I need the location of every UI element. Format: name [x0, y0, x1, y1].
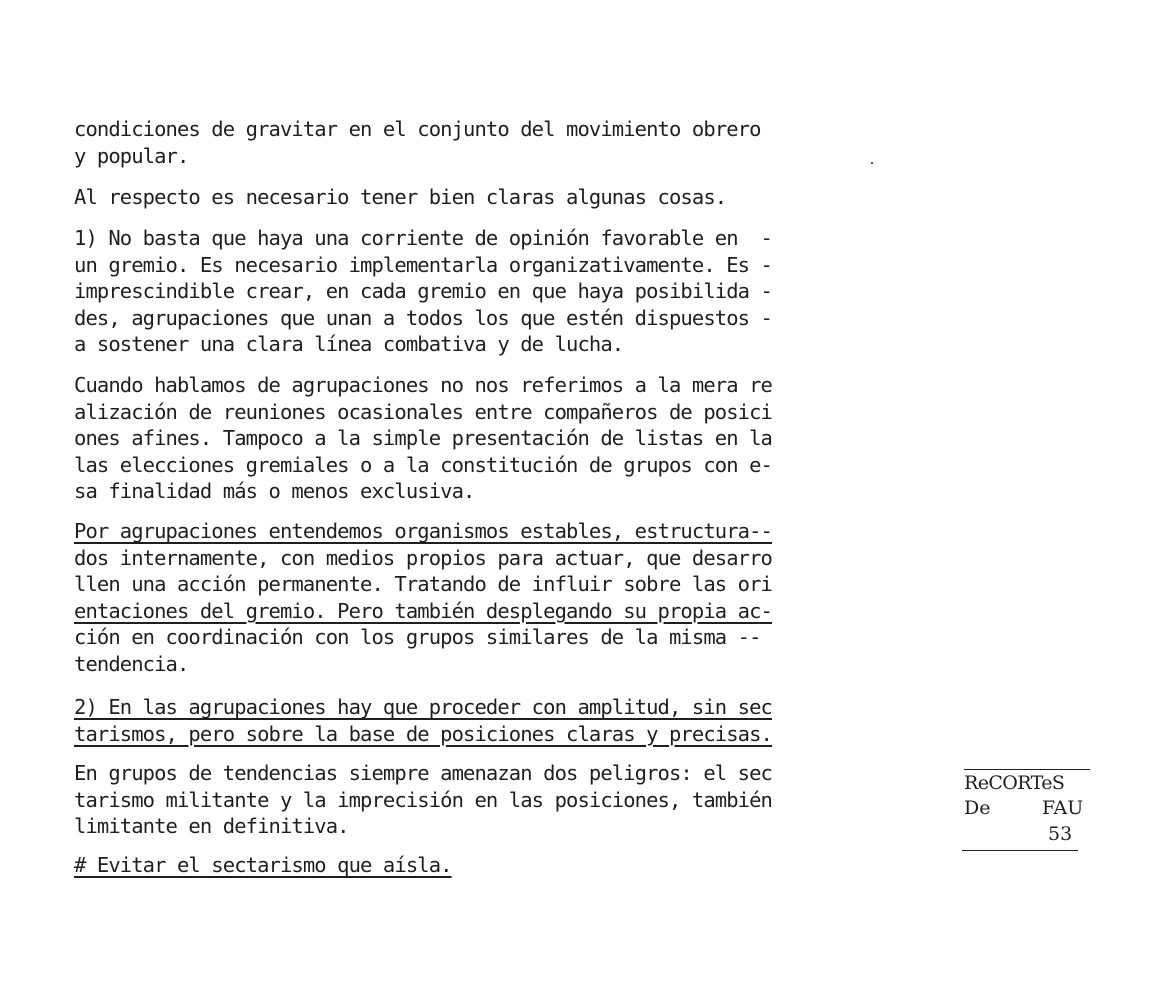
text-line: En grupos de tendencias siempre amenazan dos peligros: el sec — [74, 761, 772, 785]
text-line: un gremio. Es necesario implementarla organizativamente. Es - — [74, 252, 772, 277]
text-line: y popular. — [74, 143, 189, 168]
paragraph-8 — [74, 852, 944, 879]
text-line: llen una acción permanente. Tratando de influir sobre las ori — [74, 572, 772, 596]
text-line: las elecciones gremiales o a la constitución de grupos con e- — [74, 452, 772, 477]
text-line: Cuando hablamos de agrupaciones no nos referimos a la mera re — [74, 373, 772, 397]
text-line: dos internamente, con medios propios para actuar, que desarro — [74, 545, 772, 570]
text-line-underlined: entaciones del gremio. Pero también desplegando su propia ac- — [74, 598, 772, 623]
paragraph-6 — [74, 694, 944, 747]
text-line: alización de reuniones ocasionales entre compañeros de posici — [74, 399, 772, 424]
paragraph-3 — [74, 225, 944, 358]
text-line-underlined: # Evitar el sectarismo que aísla. — [74, 853, 452, 877]
paragraph-2 — [74, 184, 944, 211]
text-line: Al respecto es necesario tener bien claras algunas cosas. — [74, 185, 727, 209]
stamp-de: De — [964, 797, 991, 819]
text-line: sa finalidad más o menos exclusiva. — [74, 479, 475, 503]
stamp-underline — [962, 850, 1078, 851]
text-line: limitante en definitiva. — [74, 814, 349, 838]
paragraph-5 — [74, 518, 944, 677]
text-line: imprescindible crear, en cada gremio en que haya posibilida - — [74, 279, 772, 303]
paragraph-7 — [74, 760, 944, 840]
stamp-title: ReCORTeS — [964, 769, 1090, 794]
text-line: ción en coordinación con los grupos similares de la misma -- — [74, 625, 761, 649]
text-line: tarismo militante y la imprecisión en las posiciones, también — [74, 787, 772, 812]
text-line: des, agrupaciones que unan a todos los que estén dispuestos - — [74, 305, 772, 330]
paragraph-4 — [74, 372, 944, 505]
text-line: condiciones de gravitar en el conjunto del movimiento obrero — [74, 117, 761, 141]
text-line: tendencia. — [74, 651, 189, 676]
page-number: 53 — [1048, 823, 1073, 845]
text-line: a sostener una clara línea combativa y de lucha. — [74, 332, 624, 356]
text-line-underlined: tarismos, pero sobre la base de posiciones claras y precisas. — [74, 721, 772, 746]
text-line-underlined: Por agrupaciones entendemos organismos estables, estructura-- — [74, 519, 772, 543]
text-line: 1) No basta que haya una corriente de opinión favorable en - — [74, 226, 772, 250]
paragraph-1 — [74, 116, 944, 169]
text-line: ones afines. Tampoco a la simple presentación de listas en la — [74, 426, 772, 450]
stamp-fau: FAU — [1042, 797, 1084, 819]
text-line-underlined: 2) En las agrupaciones hay que proceder con amplitud, sin sec — [74, 695, 772, 719]
